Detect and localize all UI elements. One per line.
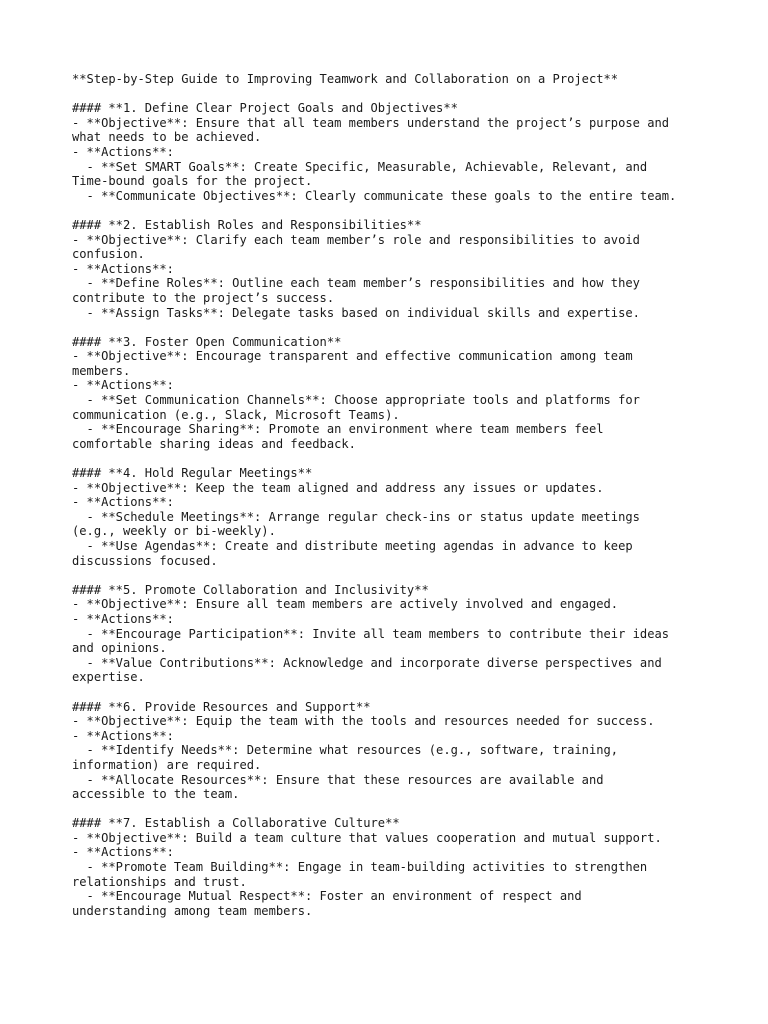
bullet-item: - **Actions**: — [72, 261, 174, 276]
bullet-item: - **Actions**: — [72, 845, 174, 860]
continuation-line: communication (e.g., Slack, Microsoft Teams). — [72, 407, 400, 422]
action-item: - **Promote Team Building**: Engage in team-building activities to strengthen — [72, 860, 648, 875]
section-heading: #### **2. Establish Roles and Responsibilities** — [72, 217, 422, 232]
action-item: - **Value Contributions**: Acknowledge and incorporate diverse perspectives and — [72, 655, 662, 670]
action-item: - **Communicate Objectives**: Clearly communicate these goals to the entire team. — [72, 188, 677, 203]
bullet-item: - **Objective**: Build a team culture that values cooperation and mutual support. — [72, 830, 662, 845]
continuation-line: information) are required. — [72, 757, 262, 772]
bullet-item: - **Objective**: Clarify each team member’s role and responsibilities to avoid — [72, 232, 640, 247]
blank-line — [72, 203, 712, 218]
bullet-item: - **Objective**: Ensure that all team members understand the project’s purpose and — [72, 115, 670, 130]
bullet-item: - **Actions**: — [72, 144, 174, 159]
bullet-item: - **Actions**: — [72, 495, 174, 510]
continuation-line: members. — [72, 363, 131, 378]
section-heading: #### **3. Foster Open Communication** — [72, 334, 342, 349]
bullet-item: - **Actions**: — [72, 611, 174, 626]
section-heading: #### **6. Provide Resources and Support** — [72, 699, 371, 714]
action-item: - **Assign Tasks**: Delegate tasks based on individual skills and expertise. — [72, 305, 640, 320]
action-item: - **Schedule Meetings**: Arrange regular check-ins or status update meetings — [72, 509, 640, 524]
continuation-line: comfortable sharing ideas and feedback. — [72, 436, 356, 451]
blank-line — [72, 320, 712, 335]
action-item: - **Set Communication Channels**: Choose appropriate tools and platforms for — [72, 393, 640, 408]
continuation-line: accessible to the team. — [72, 787, 240, 802]
document-page — [72, 72, 712, 918]
action-item: - **Identify Needs**: Determine what resources (e.g., software, training, — [72, 743, 619, 758]
continuation-line: discussions focused. — [72, 553, 218, 568]
document-title: **Step-by-Step Guide to Improving Teamwork and Collaboration on a Project** — [72, 72, 619, 86]
continuation-line: contribute to the project’s success. — [72, 290, 335, 305]
section-heading: #### **5. Promote Collaboration and Inclusivity** — [72, 582, 429, 597]
bullet-item: - **Actions**: — [72, 378, 174, 393]
action-item: - **Set SMART Goals**: Create Specific, Measurable, Achievable, Relevant, and — [72, 159, 648, 174]
continuation-line: and opinions. — [72, 641, 167, 656]
section-heading: #### **1. Define Clear Project Goals and Objectives** — [72, 101, 458, 116]
blank-line — [72, 568, 712, 583]
section-heading: #### **4. Hold Regular Meetings** — [72, 466, 313, 481]
action-item: - **Define Roles**: Outline each team member’s responsibilities and how they — [72, 276, 640, 291]
continuation-line: expertise. — [72, 670, 145, 685]
action-item: - **Encourage Sharing**: Promote an environment where team members feel — [72, 422, 604, 437]
action-item: - **Allocate Resources**: Ensure that these resources are available and — [72, 772, 604, 787]
continuation-line: what needs to be achieved. — [72, 130, 262, 145]
bullet-item: - **Objective**: Encourage transparent and effective communication among team — [72, 349, 633, 364]
continuation-line: confusion. — [72, 247, 145, 262]
action-item: - **Use Agendas**: Create and distribute meeting agendas in advance to keep — [72, 539, 633, 553]
continuation-line: (e.g., weekly or bi-weekly). — [72, 524, 276, 539]
bullet-item: - **Objective**: Keep the team aligned and address any issues or updates. — [72, 480, 604, 495]
action-item: - **Encourage Mutual Respect**: Foster an environment of respect and — [72, 889, 582, 904]
bullet-item: - **Objective**: Ensure all team members are actively involved and engaged. — [72, 597, 619, 612]
continuation-line: relationships and trust. — [72, 874, 247, 889]
bullet-item: - **Objective**: Equip the team with the tools and resources needed for success. — [72, 714, 655, 729]
continuation-line: understanding among team members. — [72, 903, 313, 918]
blank-line — [72, 685, 712, 700]
blank-line — [72, 451, 712, 466]
blank-line — [72, 87, 712, 102]
action-item: - **Encourage Participation**: Invite all team members to contribute their ideas — [72, 626, 670, 641]
bullet-item: - **Actions**: — [72, 728, 174, 743]
section-heading: #### **7. Establish a Collaborative Culture** — [72, 816, 400, 831]
blank-line — [72, 802, 712, 817]
continuation-line: Time-bound goals for the project. — [72, 174, 313, 189]
